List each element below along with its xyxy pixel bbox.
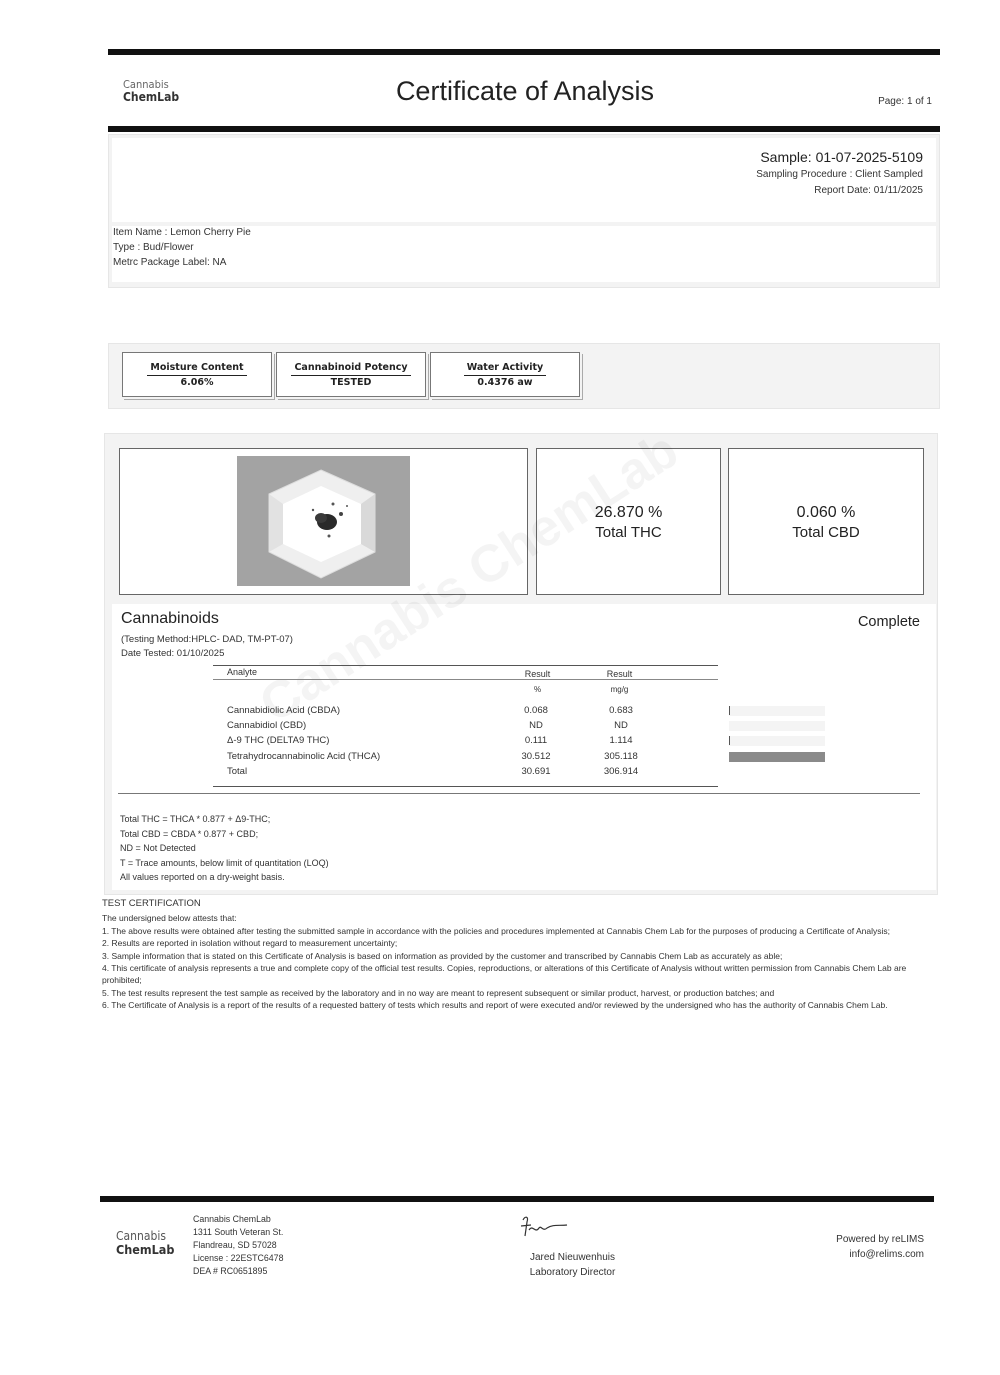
sample-info — [756, 147, 923, 199]
sampling-procedure: Sampling Procedure : Client Sampled — [756, 169, 923, 180]
analyte-name: Tetrahydrocannabinolic Acid (THCA) — [227, 750, 381, 762]
table-footer-rule — [213, 786, 718, 787]
signer-name: Jared Nieuwenhuis — [529, 1252, 616, 1263]
footer-logo-line1: Cannabis — [116, 1229, 166, 1243]
page-number: Page: 1 of 1 — [878, 96, 932, 107]
sample-photo — [237, 456, 410, 586]
page-title: Certificate of Analysis — [395, 76, 655, 106]
legend-item: ND = Not Detected — [120, 843, 196, 854]
header-bottom-rule — [108, 126, 940, 132]
summary-box-water-activity — [430, 352, 580, 397]
contact-email: info@relims.com — [849, 1249, 924, 1260]
certification-item: 3. Sample information that is stated on this Certificate of Analysis is based on information as provided by the customer and transcribed by Cannabis Chem Lab as accurately as able; — [102, 950, 783, 961]
result-pct: 0.068 — [524, 705, 548, 716]
footer-rule — [100, 1196, 934, 1202]
total-thc-value: 26.870 % — [594, 504, 663, 521]
table-subheader-rule — [213, 679, 718, 680]
col-result-mg: Result — [606, 669, 633, 679]
address-line: 1311 South Veteran St. — [193, 1227, 284, 1237]
powered-by-text: Powered by reLIMS — [836, 1234, 924, 1245]
result-bar-track — [729, 706, 825, 716]
legend-item: Total CBD = CBDA * 0.877 + CBD; — [120, 828, 259, 839]
summary-box-potency — [276, 352, 426, 397]
result-bar-track — [729, 721, 825, 731]
analyte-name: Cannabidiolic Acid (CBDA) — [227, 705, 340, 716]
certification-item: 1. The above results were obtained after testing the submitted sample in accordance with the policies and procedures implemented at Cannabis Chem Lab for the purposes of producing a Certificate of Analysis; — [102, 925, 890, 936]
header-top-rule — [108, 49, 940, 55]
sample-photo-image — [237, 456, 410, 586]
summary-value: TESTED — [330, 377, 372, 388]
total-thc-label: Total THC — [595, 524, 662, 541]
result-mg: 1.114 — [609, 735, 633, 747]
section-meta — [121, 633, 293, 661]
testing-method: (Testing Method:HPLC- DAD, TM-PT-07) — [121, 634, 293, 645]
analyte-name: Total — [227, 765, 248, 777]
summary-box-moisture — [122, 352, 272, 397]
logo-line2: ChemLab — [123, 90, 180, 104]
total-cbd — [728, 503, 924, 543]
result-bar — [729, 752, 825, 762]
lab-address — [193, 1213, 283, 1278]
result-bar — [729, 706, 730, 715]
test-certification — [102, 898, 942, 1012]
metrc-label: Metrc Package Label: NA — [113, 257, 227, 268]
powered-by — [836, 1232, 924, 1262]
result-mg: ND — [614, 720, 628, 732]
signature-icon — [515, 1212, 575, 1242]
summary-value: 6.06% — [180, 377, 214, 388]
section-title: Cannabinoids — [121, 610, 219, 627]
item-type: Type : Bud/Flower — [113, 242, 194, 253]
legend-item: T = Trace amounts, below limit of quantitation (LOQ) — [120, 857, 329, 868]
legend — [120, 812, 329, 885]
result-bar-track — [729, 736, 825, 746]
date-tested: Date Tested: 01/10/2025 — [121, 648, 225, 659]
unit-pct: % — [533, 685, 542, 694]
table-header-rule — [213, 665, 718, 666]
certification-intro: The undersigned below attests that: — [102, 913, 237, 924]
certification-item: 5. The test results represent the test sample as received by the laboratory and in no way are meant to represent subsequent or similar product, harvest, or production batches; and — [102, 987, 775, 998]
summary-label: Moisture Content — [147, 361, 246, 376]
status-badge: Complete — [857, 614, 920, 630]
result-mg: 306.914 — [603, 765, 639, 777]
sample-id: Sample: 01-07-2025-5109 — [760, 149, 923, 165]
result-pct: 0.111 — [524, 735, 548, 747]
certification-heading: TEST CERTIFICATION — [102, 898, 201, 909]
result-mg: 0.683 — [609, 705, 633, 716]
item-info — [113, 225, 251, 270]
address-line: Cannabis ChemLab — [193, 1214, 271, 1224]
analyte-name: Cannabidiol (CBD) — [227, 720, 307, 732]
analyte-name: Δ-9 THC (DELTA9 THC) — [227, 735, 330, 747]
address-line: Flandreau, SD 57028 — [193, 1240, 277, 1250]
footer-logo-line2: ChemLab — [116, 1242, 175, 1257]
summary-label: Cannabinoid Potency — [291, 361, 410, 376]
result-pct: 30.512 — [521, 750, 551, 762]
report-date: Report Date: 01/11/2025 — [814, 185, 923, 196]
logo-line1: Cannabis — [123, 78, 169, 91]
address-line: License : 22ESTC6478 — [193, 1253, 284, 1263]
col-result-pct: Result — [524, 669, 551, 679]
col-analyte: Analyte — [227, 667, 258, 677]
signer-title: Laboratory Director — [529, 1267, 616, 1278]
total-cbd-label: Total CBD — [792, 524, 860, 541]
result-bar — [729, 736, 730, 745]
footer-logo — [116, 1230, 174, 1256]
certification-item: 2. Results are reported in isolation without regard to measurement uncertainty; — [102, 938, 398, 949]
certification-item: 6. The Certificate of Analysis is a report of the results of a requested battery of tests which results and report of were executed and/or reviewed by the undersigned who has the authority of Cannabis Chem Lab. — [102, 1000, 888, 1011]
total-cbd-value: 0.060 % — [796, 504, 856, 521]
legend-item: Total THC = THCA * 0.877 + Δ9-THC; — [120, 814, 271, 824]
signer — [505, 1250, 640, 1280]
certification-item: 4. This certificate of analysis represents a true and complete copy of the official test results. Copies, reproductions, or alterations of this Certificate of Analysis without written permission from Cannabis Chem Lab are prohibited; — [102, 963, 907, 986]
result-pct: 30.691 — [521, 765, 551, 777]
section-bottom-rule — [118, 793, 920, 794]
legend-item: All values reported on a dry-weight basis. — [120, 872, 285, 883]
address-line: DEA # RC0651895 — [193, 1266, 268, 1276]
result-mg: 305.118 — [604, 750, 638, 762]
result-pct: ND — [529, 720, 543, 732]
item-name: Item Name : Lemon Cherry Pie — [113, 227, 251, 238]
summary-label: Water Activity — [464, 361, 547, 376]
unit-mg: mg/g — [610, 685, 629, 694]
summary-value: 0.4376 aw — [477, 377, 533, 388]
